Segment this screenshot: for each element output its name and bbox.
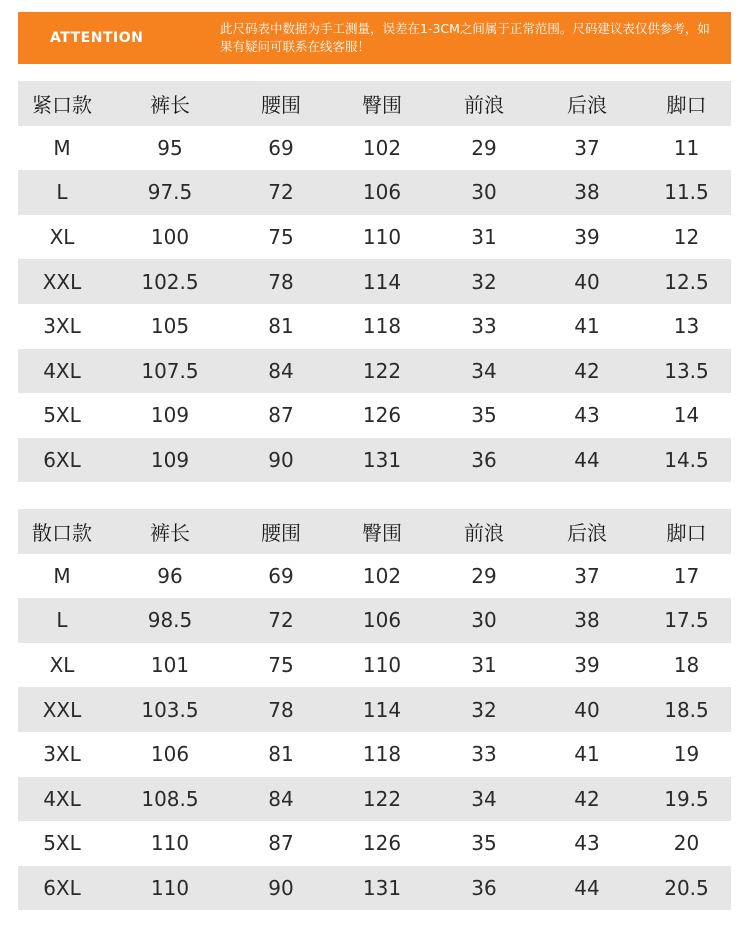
- measurement-cell: 69: [268, 135, 294, 160]
- measurement-cell: 110: [150, 876, 190, 901]
- measurement-cell: 118: [362, 314, 402, 339]
- measurement-cell: 35: [471, 403, 497, 428]
- measurement-cell: 39: [574, 653, 600, 678]
- measurement-cell: 90: [268, 448, 294, 473]
- measurement-cell: 110: [362, 225, 402, 250]
- measurement-cell: 14.5: [664, 448, 709, 473]
- column-header-cell: 前浪: [464, 520, 504, 545]
- column-header-cell: 腰围: [261, 92, 301, 117]
- size-label-cell: 3XL: [43, 314, 81, 339]
- measurement-cell: 37: [574, 135, 600, 160]
- attention-banner: [18, 12, 731, 64]
- measurement-cell: 118: [362, 742, 402, 767]
- measurement-cell: 13.5: [664, 358, 709, 383]
- measurement-cell: 11.5: [664, 180, 709, 205]
- table-row: [18, 777, 731, 822]
- table-row: [18, 687, 731, 732]
- measurement-cell: 20.5: [664, 876, 709, 901]
- measurement-cell: 87: [268, 831, 294, 856]
- measurement-cell: 13: [673, 314, 700, 339]
- table-row: [18, 259, 731, 304]
- measurement-cell: 106: [150, 742, 190, 767]
- measurement-cell: 33: [471, 742, 497, 767]
- measurement-cell: 114: [362, 269, 402, 294]
- size-label-cell: XXL: [42, 697, 82, 722]
- measurement-cell: 37: [574, 563, 600, 588]
- measurement-cell: 78: [268, 697, 294, 722]
- table-row: [18, 732, 731, 777]
- column-header-cell: 腰围: [261, 520, 301, 545]
- style-header-cell: 紧口款: [32, 92, 92, 117]
- measurement-cell: 95: [157, 135, 183, 160]
- measurement-cell: 105: [150, 314, 190, 339]
- measurement-cell: 122: [362, 786, 402, 811]
- measurement-cell: 44: [574, 448, 600, 473]
- measurement-cell: 32: [471, 269, 497, 294]
- measurement-cell: 90: [268, 876, 294, 901]
- column-header-cell: 裤长: [150, 92, 190, 117]
- measurement-cell: 131: [362, 876, 402, 901]
- column-header-cell: 脚口: [666, 92, 707, 117]
- table-row: [18, 349, 731, 394]
- measurement-cell: 34: [471, 358, 497, 383]
- measurement-cell: 103.5: [141, 697, 199, 722]
- size-label-cell: XXL: [42, 269, 82, 294]
- measurement-cell: 17.5: [664, 608, 709, 633]
- measurement-cell: 42: [574, 358, 600, 383]
- size-table-tight-cuff: [18, 81, 731, 482]
- table-row: [18, 215, 731, 260]
- size-table-loose-cuff: [18, 509, 731, 910]
- size-label-cell: XL: [49, 653, 75, 678]
- table-row: [18, 643, 731, 688]
- measurement-cell: 131: [362, 448, 402, 473]
- measurement-cell: 100: [150, 225, 190, 250]
- measurement-cell: 75: [268, 225, 294, 250]
- measurement-cell: 30: [471, 180, 497, 205]
- measurement-cell: 106: [362, 608, 402, 633]
- measurement-note: 此尺码表中数据为手工测量，误差在1-3CM之间属于正常范围。尺码建议表仅供参考，如果有疑问可联系在线客服！: [220, 21, 710, 54]
- measurement-cell: 38: [574, 180, 600, 205]
- measurement-cell: 36: [471, 448, 497, 473]
- measurement-cell: 31: [471, 653, 497, 678]
- measurement-cell: 31: [471, 225, 497, 250]
- table-header-row: [18, 81, 731, 126]
- measurement-cell: 36: [471, 876, 497, 901]
- measurement-cell: 44: [574, 876, 600, 901]
- size-label-cell: 6XL: [43, 876, 81, 901]
- measurement-cell: 84: [268, 358, 294, 383]
- column-header-cell: 臀围: [362, 520, 402, 545]
- size-label-cell: XL: [49, 225, 75, 250]
- measurement-cell: 114: [362, 697, 402, 722]
- measurement-cell: 32: [471, 697, 497, 722]
- measurement-cell: 19.5: [664, 786, 709, 811]
- measurement-cell: 41: [574, 742, 600, 767]
- size-label-cell: 5XL: [43, 831, 81, 856]
- measurement-cell: 101: [150, 653, 190, 678]
- measurement-cell: 87: [268, 403, 294, 428]
- attention-label: ATTENTION: [50, 30, 144, 46]
- column-header-cell: 臀围: [362, 92, 402, 117]
- measurement-cell: 29: [471, 563, 497, 588]
- measurement-cell: 18.5: [664, 697, 709, 722]
- measurement-cell: 17: [673, 563, 700, 588]
- measurement-cell: 126: [362, 831, 402, 856]
- size-label-cell: M: [53, 563, 71, 588]
- column-header-cell: 裤长: [150, 520, 190, 545]
- column-header-cell: 后浪: [567, 520, 607, 545]
- table-row: [18, 598, 731, 643]
- measurement-cell: 18: [673, 653, 700, 678]
- table-row: [18, 438, 731, 483]
- measurement-cell: 72: [268, 180, 294, 205]
- measurement-cell: 39: [574, 225, 600, 250]
- measurement-cell: 78: [268, 269, 294, 294]
- measurement-cell: 12: [673, 225, 700, 250]
- measurement-cell: 38: [574, 608, 600, 633]
- measurement-cell: 126: [362, 403, 402, 428]
- measurement-cell: 19: [673, 742, 700, 767]
- measurement-cell: 106: [362, 180, 402, 205]
- size-label-cell: 5XL: [43, 403, 81, 428]
- measurement-cell: 43: [574, 831, 600, 856]
- measurement-cell: 81: [268, 314, 294, 339]
- measurement-cell: 42: [574, 786, 600, 811]
- style-header-cell: 散口款: [32, 520, 92, 545]
- measurement-cell: 102.5: [141, 269, 199, 294]
- measurement-cell: 108.5: [141, 786, 199, 811]
- size-label-cell: 3XL: [43, 742, 81, 767]
- table-row: [18, 554, 731, 599]
- size-label-cell: M: [53, 135, 71, 160]
- table-row: [18, 170, 731, 215]
- measurement-cell: 107.5: [141, 358, 199, 383]
- measurement-cell: 102: [362, 135, 402, 160]
- measurement-cell: 98.5: [147, 608, 193, 633]
- measurement-cell: 12.5: [664, 269, 709, 294]
- measurement-cell: 122: [362, 358, 402, 383]
- table-row: [18, 821, 731, 866]
- measurement-cell: 97.5: [147, 180, 193, 205]
- size-label-cell: 6XL: [43, 448, 81, 473]
- measurement-cell: 96: [157, 563, 183, 588]
- measurement-cell: 40: [574, 269, 600, 294]
- measurement-cell: 109: [150, 403, 190, 428]
- measurement-cell: 35: [471, 831, 497, 856]
- measurement-cell: 29: [471, 135, 497, 160]
- measurement-cell: 43: [574, 403, 600, 428]
- measurement-cell: 110: [362, 653, 402, 678]
- column-header-cell: 前浪: [464, 92, 504, 117]
- measurement-cell: 30: [471, 608, 497, 633]
- measurement-cell: 84: [268, 786, 294, 811]
- table-row: [18, 393, 731, 438]
- table-row: [18, 304, 731, 349]
- measurement-cell: 109: [150, 448, 190, 473]
- measurement-cell: 33: [471, 314, 497, 339]
- measurement-cell: 69: [268, 563, 294, 588]
- table-row: [18, 866, 731, 911]
- measurement-cell: 14: [673, 403, 700, 428]
- size-label-cell: 4XL: [43, 786, 81, 811]
- measurement-cell: 81: [268, 742, 294, 767]
- size-label-cell: L: [56, 608, 68, 633]
- column-header-cell: 脚口: [666, 520, 707, 545]
- size-label-cell: L: [56, 180, 68, 205]
- size-label-cell: 4XL: [43, 358, 81, 383]
- measurement-cell: 72: [268, 608, 294, 633]
- measurement-cell: 102: [362, 563, 402, 588]
- measurement-cell: 41: [574, 314, 600, 339]
- measurement-cell: 40: [574, 697, 600, 722]
- measurement-cell: 34: [471, 786, 497, 811]
- measurement-cell: 110: [150, 831, 190, 856]
- measurement-cell: 75: [268, 653, 294, 678]
- measurement-cell: 11: [673, 135, 700, 160]
- column-header-cell: 后浪: [567, 92, 607, 117]
- table-row: [18, 126, 731, 171]
- measurement-cell: 20: [673, 831, 700, 856]
- table-header-row: [18, 509, 731, 554]
